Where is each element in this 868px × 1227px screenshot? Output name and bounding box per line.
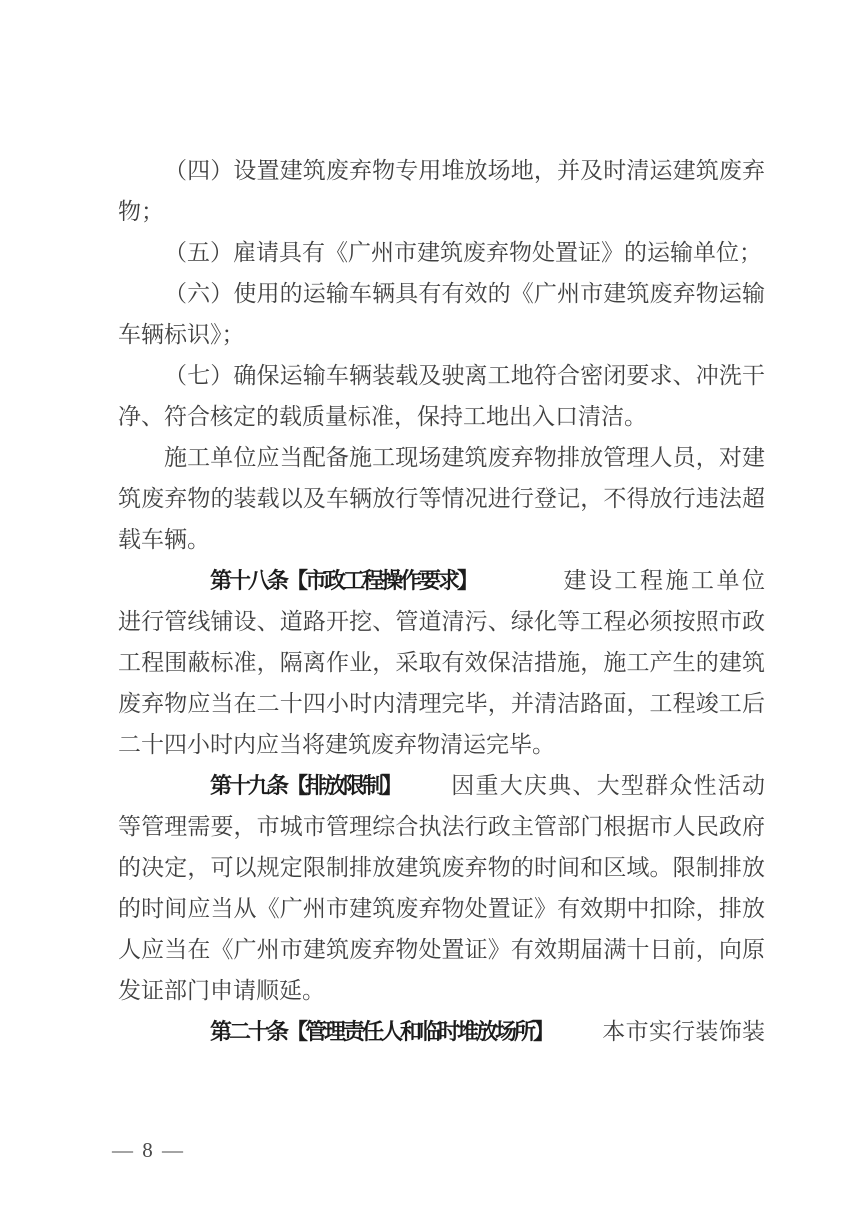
article-paragraph — [118, 1011, 765, 1052]
paragraph-text: 因重大庆典、大型群众性活动等管理需要，市城市管理综合执法行政主管部门根据市人民政府的决定，可以规定限制排放建筑废弃物的时间和区域。限制排放的时间应当从《广州市建筑废弃物处置证》有效期中扣除，排放人应当在《广州市建筑废弃物处置证》有效期届满十日前，向原发证部门申请顺延。 — [118, 773, 765, 1003]
body-paragraph — [118, 355, 765, 437]
body-paragraph — [118, 150, 765, 232]
article-paragraph — [118, 560, 765, 765]
paragraph-text: 施工单位应当配备施工现场建筑废弃物排放管理人员，对建筑废弃物的装载以及车辆放行等情况进行登记，不得放行违法超载车辆。 — [118, 445, 765, 552]
article-heading: 第十九条【排放限制】 — [210, 773, 401, 798]
body-paragraph — [118, 232, 765, 273]
article-heading: 第二十条【管理责任人和临时堆放场所】 — [210, 1019, 553, 1044]
paragraph-text: （五）雇请具有《广州市建筑废弃物处置证》的运输单位； — [164, 240, 762, 265]
paragraph-text: 建设工程施工单位进行管线铺设、道路开挖、管道清污、绿化等工程必须按照市政工程围蔽标准，隔离作业，采取有效保洁措施，施工产生的建筑废弃物应当在二十四小时内清理完毕，并清洁路面，工程竣工后二十四小时内应当将建筑废弃物清运完毕。 — [118, 568, 765, 757]
paragraph-text: （七）确保运输车辆装载及驶离工地符合密闭要求、冲洗干净、符合核定的载质量标准，保持工地出入口清洁。 — [118, 363, 765, 429]
body-paragraph — [118, 437, 765, 560]
paragraph-text: 本市实行装饰装 — [602, 1019, 765, 1044]
paragraph-text: （四）设置建筑废弃物专用堆放场地，并及时清运建筑废弃物； — [118, 158, 765, 224]
article-paragraph — [118, 765, 765, 1011]
body-paragraph — [118, 273, 765, 355]
page-number: — 8 — — [112, 1138, 185, 1162]
document-body — [118, 150, 765, 1052]
article-heading: 第十八条【市政工程操作要求】 — [210, 568, 477, 593]
paragraph-text: （六）使用的运输车辆具有有效的《广州市建筑废弃物运输车辆标识》； — [118, 281, 765, 347]
